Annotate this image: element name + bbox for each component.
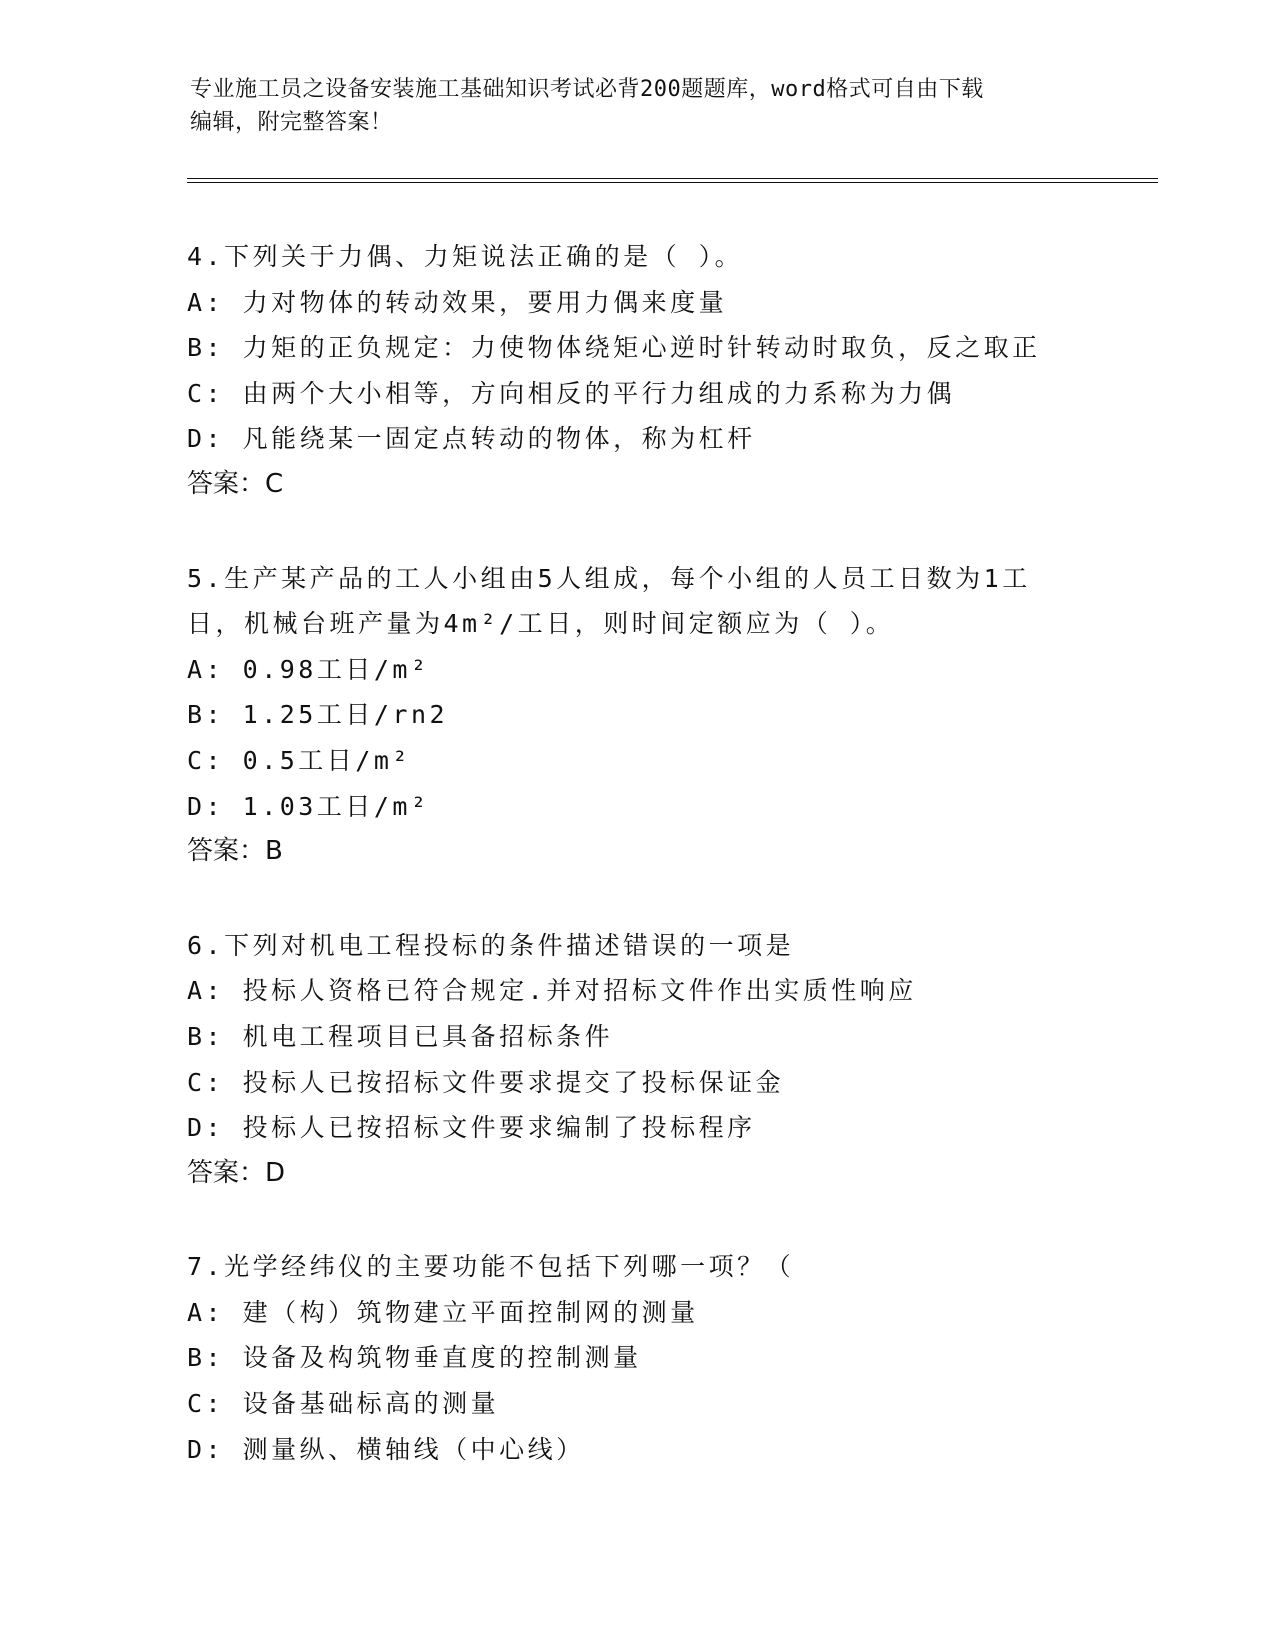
question-stem-continued: 日，机械台班产量为4m²/工日，则时间定额应为（ ）。	[187, 609, 895, 639]
answer-label: 答案：D	[187, 1157, 286, 1188]
option-c: C: 0.5工日/m²	[187, 745, 411, 775]
question-spacer	[187, 1196, 1087, 1244]
answer-label: 答案：C	[187, 468, 284, 499]
option-d: D: 投标人已按招标文件要求编制了投标程序	[187, 1113, 756, 1143]
question-5	[187, 556, 1087, 875]
option-d: D: 1.03工日/m²	[187, 791, 430, 821]
question-list	[187, 234, 1087, 1472]
question-stem: 4.下列关于力偶、力矩说法正确的是（ ）。	[187, 242, 744, 271]
document-header	[190, 73, 1090, 139]
answer-label: 答案：B	[187, 836, 283, 867]
question-4	[187, 234, 1087, 508]
option-d: D: 凡能绕某一固定点转动的物体，称为杠杆	[187, 424, 756, 454]
option-a: A: 投标人资格已符合规定.并对招标文件作出实质性响应	[187, 976, 917, 1006]
header-divider-top	[187, 178, 1158, 179]
question-6	[187, 923, 1087, 1197]
option-a: A: 0.98工日/m²	[187, 654, 430, 684]
question-stem: 6.下列对机电工程投标的条件描述错误的一项是	[187, 930, 795, 960]
option-d: D: 测量纵、横轴线（中心线）	[187, 1434, 585, 1464]
header-line-2: 编辑，附完整答案！	[190, 110, 393, 135]
option-b: B: 设备及构筑物垂直度的控制测量	[187, 1343, 642, 1373]
question-stem: 7.光学经纬仪的主要功能不包括下列哪一项？（	[187, 1252, 795, 1282]
option-c: C: 由两个大小相等，方向相反的平行力组成的力系称为力偶	[187, 378, 956, 408]
header-divider-bottom	[187, 182, 1158, 183]
option-c: C: 设备基础标高的测量	[187, 1389, 500, 1419]
question-7	[187, 1244, 1087, 1472]
option-c: C: 投标人已按招标文件要求提交了投标保证金	[187, 1067, 785, 1097]
option-b: B: 机电工程项目已具备招标条件	[187, 1021, 614, 1051]
header-line-1: 专业施工员之设备安装施工基础知识考试必背200题题库，word格式可自由下载	[190, 77, 984, 102]
question-stem: 5.生产某产品的工人小组由5人组成，每个小组的人员工日数为1工	[187, 563, 1031, 593]
question-spacer	[187, 875, 1087, 923]
option-a: A: 力对物体的转动效果，要用力偶来度量	[187, 287, 728, 317]
option-b: B: 力矩的正负规定：力使物体绕矩心逆时针转动时取负，反之取正	[187, 333, 1041, 363]
question-spacer	[187, 508, 1087, 556]
option-b: B: 1.25工日/rn2	[187, 700, 449, 730]
option-a: A: 建（构）筑物建立平面控制网的测量	[187, 1297, 699, 1327]
